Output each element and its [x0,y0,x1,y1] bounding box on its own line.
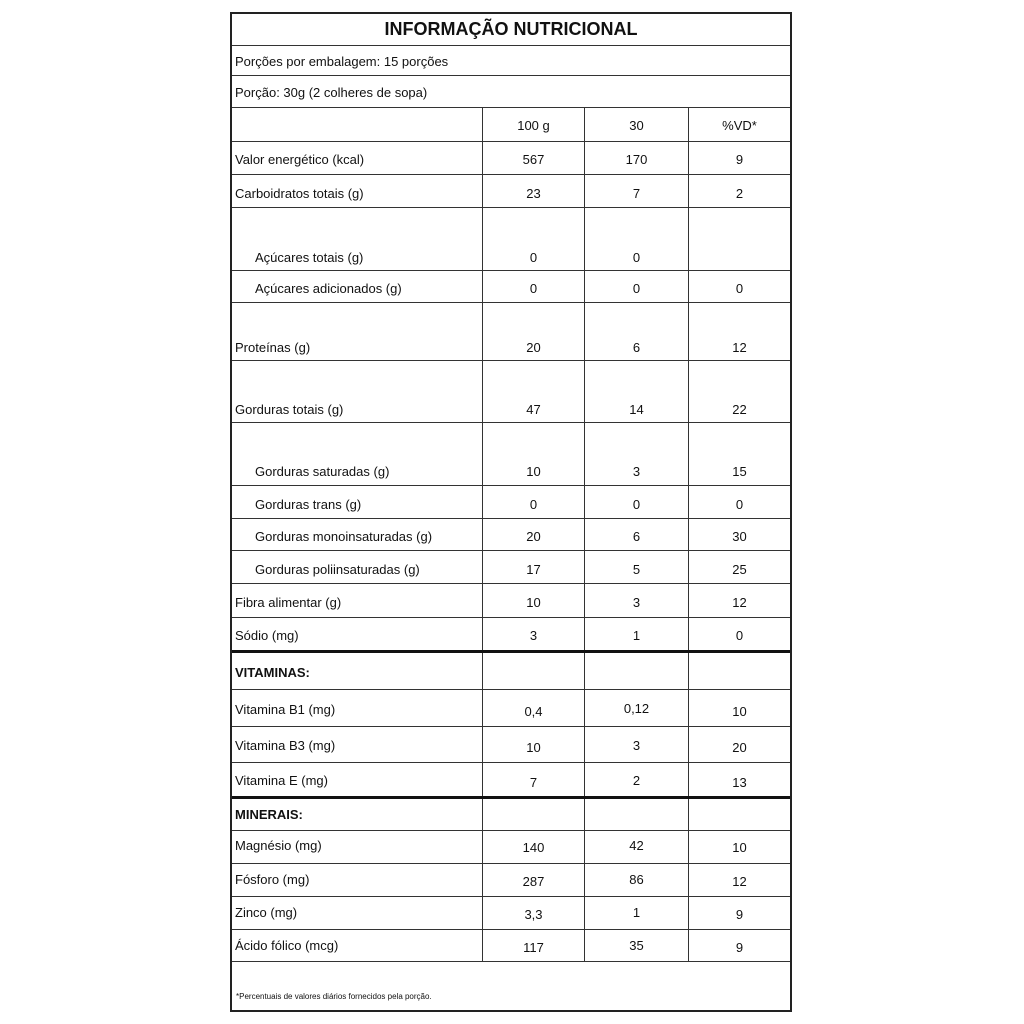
servings-per-package-row [232,46,790,76]
table-row [232,551,790,584]
value-per-100g: 3,3 [524,907,543,922]
nutrition-facts-label [230,12,792,1012]
nutrient-label: Gorduras saturadas (g) [255,464,390,479]
value-per-100g: 0 [529,497,538,512]
daily-value-percent: 12 [732,340,747,355]
column-header-row [232,108,790,142]
value-per-100g: 0,4 [524,704,543,719]
section-title-minerals: MINERAIS: [235,807,303,822]
daily-value-percent: 9 [735,152,744,167]
serving-size: Porção: 30g (2 colheres de sopa) [235,85,428,100]
table-row [232,486,790,519]
value-per-serving: 1 [632,905,641,920]
nutrient-label: Magnésio (mg) [235,838,322,853]
table-row [232,831,790,864]
table-row [232,618,790,653]
value-per-serving: 0,12 [623,701,650,716]
value-per-100g: 0 [529,250,538,265]
title-row [232,14,790,46]
nutrient-label: Gorduras trans (g) [255,497,362,512]
table-row [232,175,790,208]
daily-value-percent: 9 [735,907,744,922]
daily-value-percent: 20 [732,740,747,755]
value-per-100g: 17 [526,562,541,577]
label-title: INFORMAÇÃO NUTRICIONAL [384,19,638,39]
header-daily-value: %VD* [722,118,757,133]
nutrient-label: Zinco (mg) [235,905,298,920]
value-per-100g: 7 [529,775,538,790]
nutrient-label: Vitamina B3 (mg) [235,738,336,753]
table-row [232,864,790,897]
daily-value-percent: 0 [735,497,744,512]
nutrient-label: Valor energético (kcal) [235,152,365,167]
value-per-serving: 0 [632,497,641,512]
value-per-serving: 5 [632,562,641,577]
value-per-100g: 10 [526,740,541,755]
value-per-serving: 3 [632,595,641,610]
nutrient-label: Sódio (mg) [235,628,299,643]
value-per-serving: 2 [632,773,641,788]
value-per-100g: 23 [526,186,541,201]
table-row [232,361,790,423]
table-row [232,930,790,962]
value-per-serving: 1 [632,628,641,643]
value-per-serving: 0 [632,250,641,265]
table-row [232,519,790,551]
table-row [232,271,790,303]
nutrient-label: Gorduras poliinsaturadas (g) [255,562,420,577]
header-per-100g: 100 g [517,118,550,133]
daily-value-percent: 9 [735,940,744,955]
daily-value-percent: 12 [732,595,747,610]
value-per-100g: 10 [526,595,541,610]
value-per-serving: 170 [625,152,648,167]
value-per-100g: 20 [526,529,541,544]
value-per-serving: 3 [632,464,641,479]
nutrient-label: Açúcares totais (g) [255,250,364,265]
value-per-serving: 35 [629,938,644,953]
value-per-100g: 140 [522,840,545,855]
nutrient-label: Açúcares adicionados (g) [255,281,402,296]
daily-value-percent: 0 [735,281,744,296]
nutrient-label: Gorduras totais (g) [235,402,344,417]
table-row [232,142,790,175]
nutrient-label: Carboidratos totais (g) [235,186,364,201]
table-row [232,208,790,271]
daily-value-percent: 25 [732,562,747,577]
daily-value-percent: 10 [732,840,747,855]
table-row [232,584,790,618]
daily-value-percent: 30 [732,529,747,544]
table-row [232,727,790,763]
value-per-serving: 42 [629,838,644,853]
section-header-row [232,799,790,831]
footnote: *Percentuais de valores diários fornecidos pela porção. [236,992,432,1001]
daily-value-percent: 10 [732,704,747,719]
value-per-100g: 20 [526,340,541,355]
table-row [232,763,790,799]
value-per-100g: 287 [522,874,545,889]
value-per-serving: 6 [632,529,641,544]
daily-value-percent: 12 [732,874,747,889]
value-per-100g: 117 [523,940,544,955]
value-per-100g: 10 [526,464,541,479]
value-per-serving: 3 [632,738,641,753]
value-per-100g: 3 [529,628,538,643]
value-per-serving: 86 [629,872,644,887]
value-per-100g: 0 [529,281,538,296]
daily-value-percent: 0 [735,628,744,643]
value-per-100g: 567 [522,152,545,167]
nutrient-label: Vitamina E (mg) [235,773,328,788]
value-per-serving: 14 [629,402,644,417]
table-row [232,423,790,486]
nutrient-label: Proteínas (g) [235,340,311,355]
daily-value-percent: 2 [735,186,744,201]
nutrient-label: Ácido fólico (mcg) [235,938,339,953]
table-row [232,303,790,361]
nutrient-label: Gorduras monoinsaturadas (g) [255,529,433,544]
section-header-row [232,653,790,690]
daily-value-percent: 13 [732,775,747,790]
nutrient-label: Fósforo (mg) [235,872,310,887]
nutrient-label: Fibra alimentar (g) [235,595,342,610]
table-row [232,897,790,930]
value-per-serving: 0 [632,281,641,296]
section-title-vitamins: VITAMINAS: [235,665,310,680]
table-row [232,690,790,727]
value-per-serving: 7 [632,186,641,201]
daily-value-percent: 15 [732,464,747,479]
value-per-serving: 6 [632,340,641,355]
serving-size-row [232,76,790,108]
daily-value-percent: 22 [732,402,747,417]
servings-per-package: Porções por embalagem: 15 porções [235,54,449,69]
nutrient-label: Vitamina B1 (mg) [235,702,336,717]
value-per-100g: 47 [526,402,541,417]
header-per-serving: 30 [629,118,644,133]
